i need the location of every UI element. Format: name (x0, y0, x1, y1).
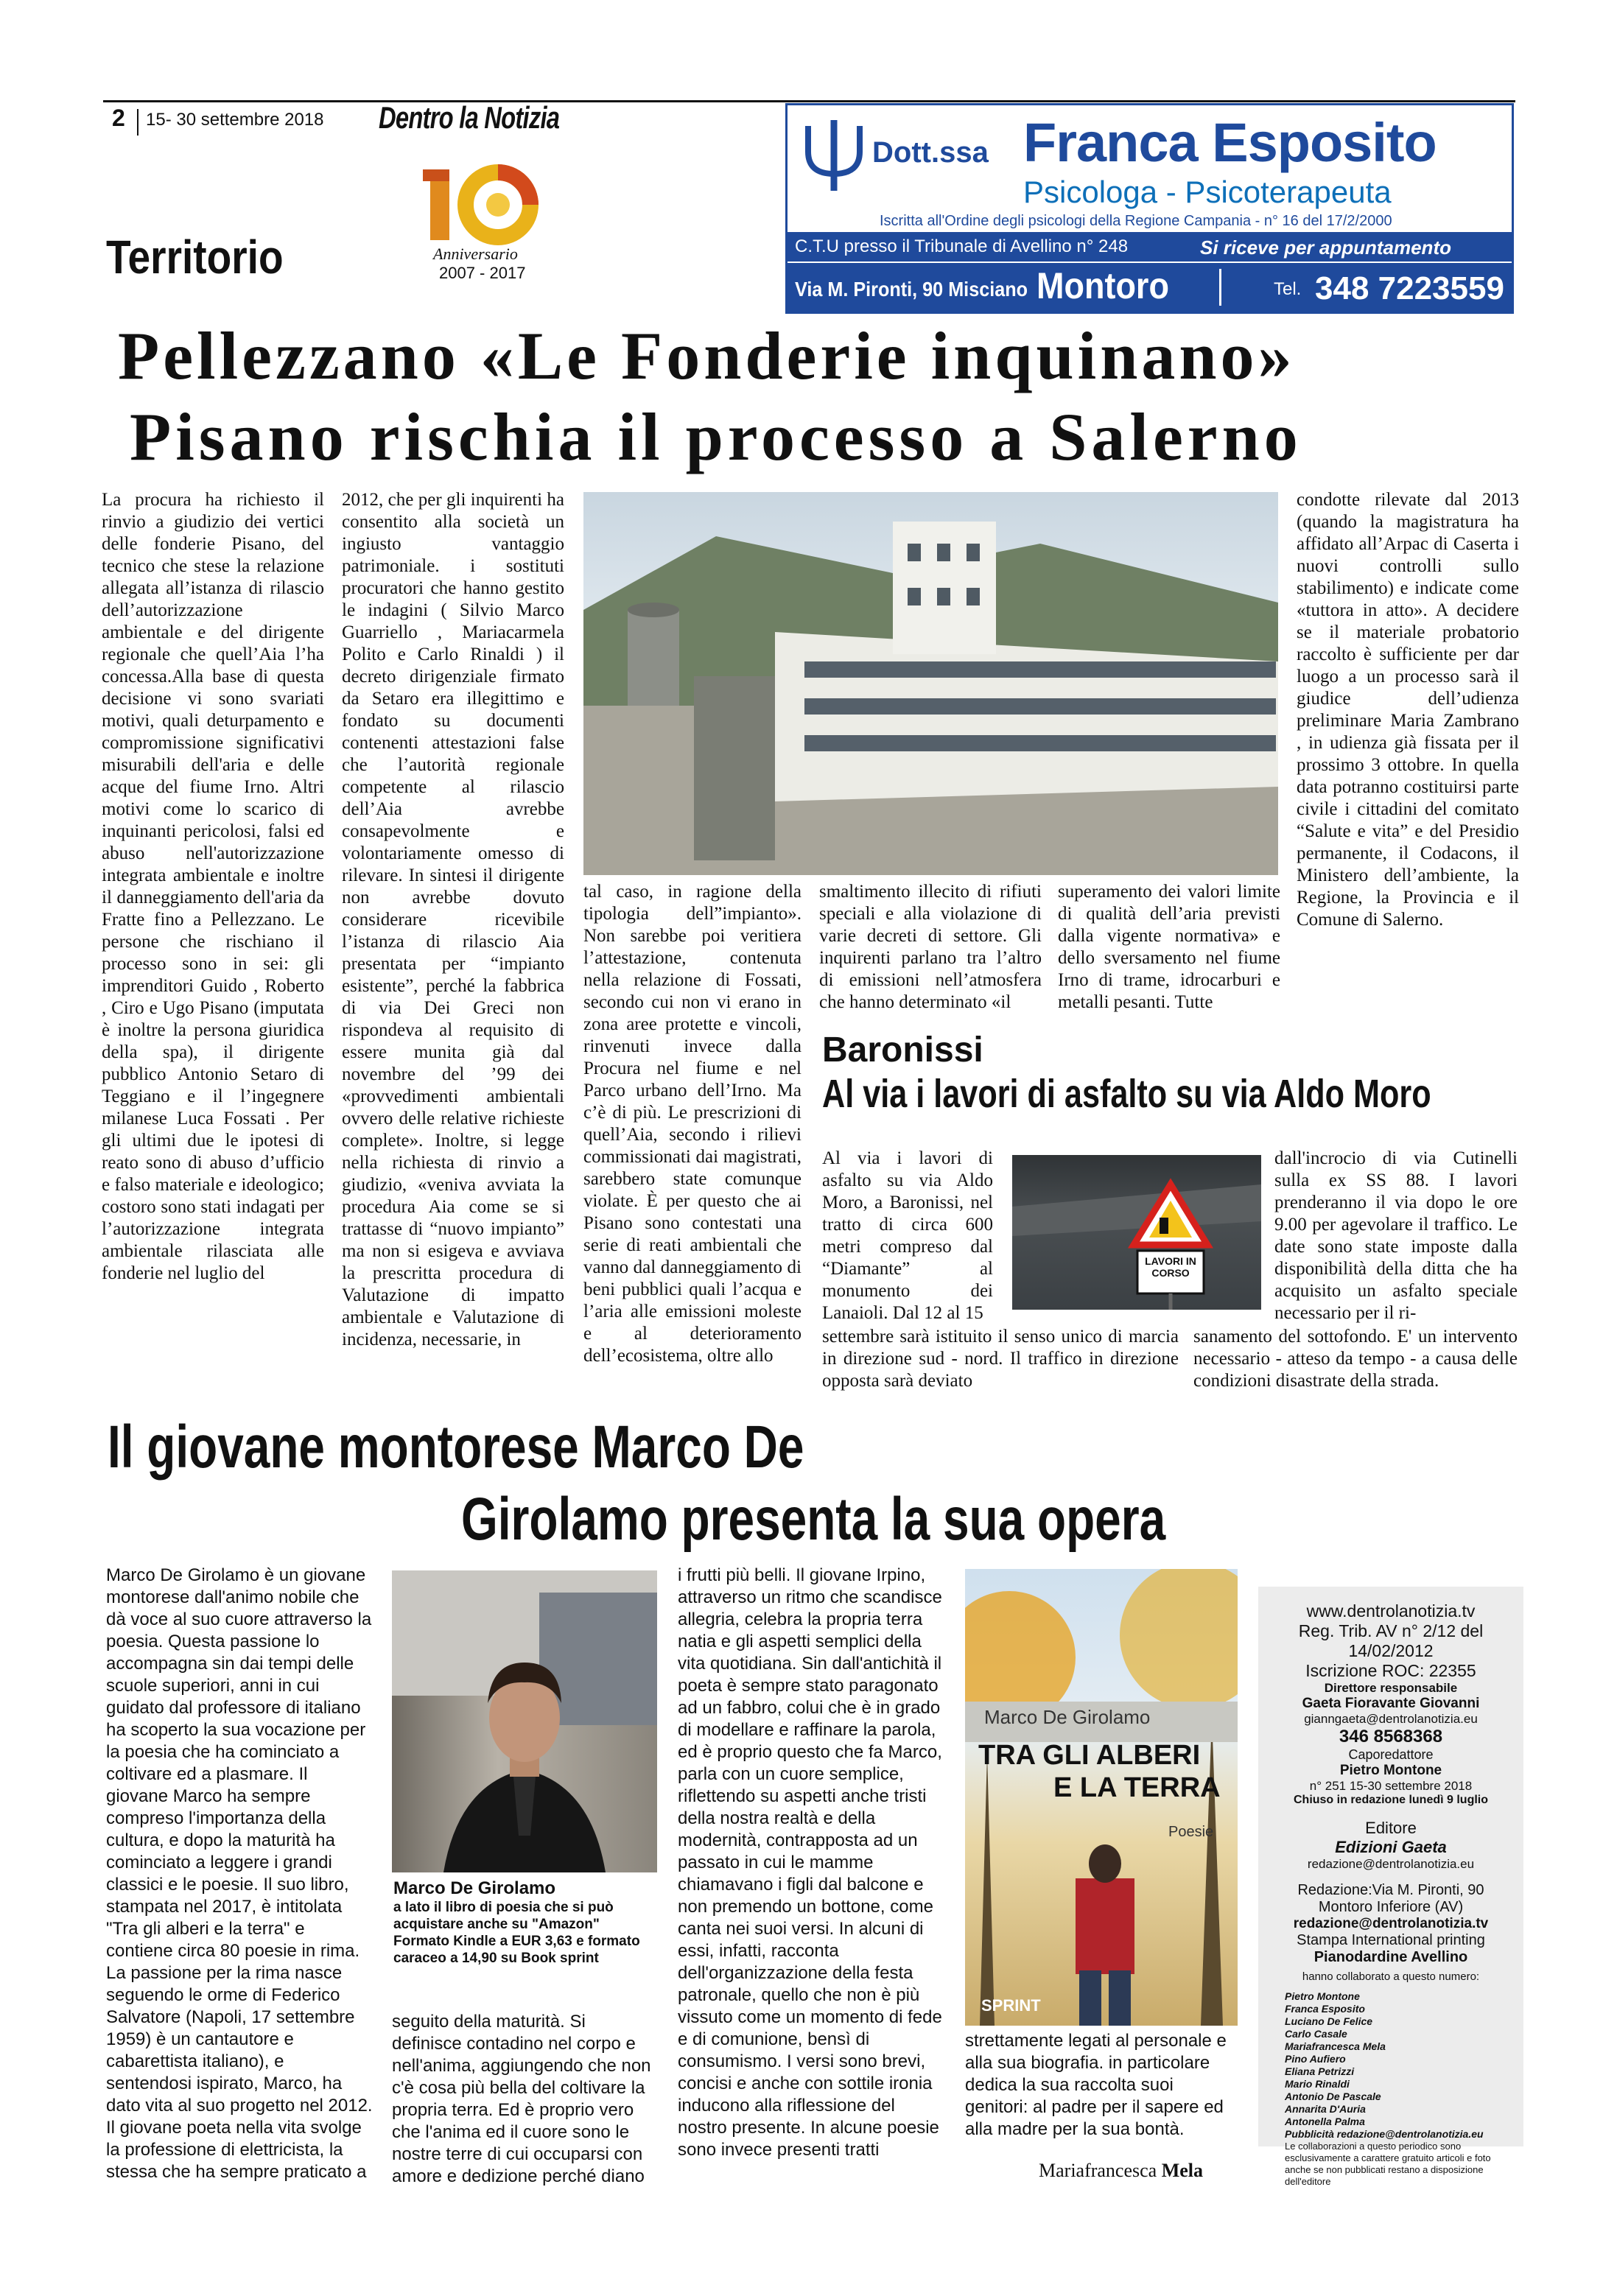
ad-profession: Psicologa - Psicoterapeuta (1023, 175, 1392, 209)
ad-blue-band (788, 232, 1512, 312)
road-sign-text: LAVORI IN CORSO (1145, 1255, 1196, 1279)
collaborator-item: Pino Aufiero (1285, 2053, 1346, 2065)
article1-col3: tal caso, in ragione della tipologia dell”impianto». Non sarebbe poi veritiera l’attestazione, contenuta nella relazione di Fossati, secondo cui non vi erano in zona aree protette e vincoli, rinvenuti invece dalla Procura nel fiume e nel Parco urbano dell’Irno. Ma c’è di più. Le prescrizioni di quell’Aia, secondo i rilievi commissionati dai magistrati, sarebbero state comunque violate. È per questo che ai Pisano sono contestati una serie di reati ambientali che vanno dal danneggiamento di beni pubblici quali l’acqua e l’aria alle emissioni moleste e al deterioramento dell’ecosistema, oltre allo (583, 882, 802, 1366)
colophon-note: Le collaborazioni a questo periodico sono esclusivamente a carattere gratuito articoli e foto anche se non pubblicati restano a disposizione dell'editore (1285, 2141, 1491, 2187)
anniversary-word: Anniversario (433, 245, 518, 263)
ad-tel: 348 7223559 (1315, 270, 1504, 306)
article2-title: Al via i lavori di asfalto su via Aldo Moro (822, 1072, 1431, 1116)
article3-col3: i frutti più belli. Il giovane Irpino, attraverso un ritmo che scandisce allegria, celebra la propria terra natia e gli aspetti semplici della vita quotidiana. Sin dall'antichità il poeta è sempre stato paragonato ad un fabbro, colui che è in grado di modellare e raffinare la parola, ed è proprio questo che fa Marco, parla con un cuore semplice, riflettendo su aspetti anche tristi della nostra realtà e della modernità, contrapposta ad un passato in cui le mamme chiamavano i figli dal balcone e non premendo un bottone, come canta nei suoi versi. In alcuni di essi, infatti, racconta dell'organizzazione della festa patronale, quello che non è più vissuto come un momento di fede e di comunione, bensì di consumismo. I versi sono brevi, concisi e anche con sottile ironia inducono alla riflessione del nostro presente. In alcune poesie sono invece presenti tratti (678, 1565, 942, 2160)
colophon-closing: Chiuso in redazione lunedì 9 luglio (1293, 1794, 1488, 1806)
byline-last: Mela (1161, 2160, 1204, 2181)
article3-col1: Marco De Girolamo è un giovane montorese dall'animo nobile che dà voce al suo cuore attraverso la poesia. Questa passione lo accompagna sin dai tempi delle scuole superiori, anni in cui guidato dal professore di italiano ha scoperto la sua vocazione per la poesia che ha cominciato a coltivare ed a plasmare. Il giovane Marco ha sempre compreso l'importanza della cultura, e dopo la maturità ha cominciato a leggere i grandi classici e le poesie. Il suo libro, stampata nel 2017, è intitolata "Tra gli alberi e la terra" e contiene circa 80 poesie in rima. La passione per la rima nasce seguendo le orme di Federico Salvatore (Napoli, 17 settembre 1959) è un cantautore e cabarettista italiano), e sentendosi ispirato, Marco, ha dato vita al suo progetto nel 2012. Il giovane poeta nella vita svolge la professione di elettricista, la stessa che ha sempre praticato a (106, 1565, 373, 2182)
book-genre: Poesie (1168, 1824, 1214, 1840)
colophon-dir-label: Direttore responsabile (1324, 1681, 1458, 1695)
anniversary-ten-icon (420, 162, 545, 250)
colophon-capo-label: Caporedattore (1348, 1747, 1434, 1762)
collaborators-list (1258, 1990, 1523, 2141)
collaborator-item: Carlo Casale (1285, 2028, 1347, 2040)
colophon-issue: n° 251 15-30 settembre 2018 (1309, 1779, 1473, 1793)
ad-registration: Iscritta all'Ordine degli psicologi della Regione Campania - n° 16 del 17/2/2000 (880, 213, 1392, 229)
psi-logo-icon (801, 119, 867, 192)
author-portrait-photo (392, 1570, 657, 1872)
article3-col2: seguito della maturità. Si definisce contadino nel corpo e nell'anima, aggiungendo che non c'è cosa più bella del coltivare la propria terra. Ed è proprio vero che l'anima ed il cuore sono le nostre terre di cui occuparsi con amore e dedizione perché diano (392, 2012, 651, 2186)
foundry-photo (583, 492, 1278, 875)
caption-name: Marco De Girolamo (393, 1878, 556, 1898)
collaborator-item: Pietro Montone (1285, 1990, 1360, 2002)
colophon-capo-name: Pietro Montone (1339, 1763, 1442, 1778)
colophon-redazione: Redazione:Via M. Pironti, 90 Montoro Inferiore (AV) (1297, 1882, 1484, 1915)
anniversary-logo (420, 162, 545, 287)
ad-city-divider (1219, 269, 1221, 306)
colophon-editor-name: Edizioni Gaeta (1335, 1838, 1447, 1856)
roadwork-photo (1012, 1155, 1261, 1310)
colophon-editor-label: Editore (1365, 1819, 1417, 1837)
book-author: Marco De Girolamo (984, 1706, 1151, 1728)
ad-name: Franca Esposito (1023, 112, 1437, 173)
collaborator-item: Antonio De Pascale (1285, 2090, 1381, 2102)
article3-byline (1039, 2160, 1203, 2182)
colophon-collab-label: hanno collaborato a questo numero: (1302, 1970, 1480, 1983)
article1-col4: smaltimento illecito di rifiuti speciali e alla violazione di varie decreti di settore. Gli inquirenti parlano tra l’altro di emissioni nell’atmosfera che hanno determinato «il (819, 882, 1042, 1012)
psychologist-ad[interactable] (785, 103, 1514, 314)
ad-city: Montoro (1037, 265, 1169, 306)
article3-col4: strettamente legati al personale e alla sua biografia. in particolare dedica la sua raccolta suoi genitori: al padre per il sapere ed alla madre per la sua bontà. (965, 2031, 1227, 2139)
article3-title-line1: Il giovane montorese Marco De (108, 1414, 804, 1481)
collaborator-item: Antonella Palma (1285, 2116, 1365, 2127)
ad-appointment: Si riceve per appuntamento (1200, 236, 1451, 259)
colophon-stampa-place: Pianodardine Avellino (1313, 1949, 1468, 1965)
book-title-line1: TRA GLI ALBERI (978, 1740, 1201, 1771)
ad-ctu: C.T.U presso il Tribunale di Avellino n° 248 (795, 236, 1129, 256)
colophon-roc: Iscrizione ROC: 22355 (1305, 1661, 1476, 1680)
ad-tel-label: Tel. (1274, 279, 1302, 299)
article2-col2-cont: sanamento del sottofondo. E' un intervento necessario - atteso da tempo - a causa delle condizioni disastrate della strada. (1193, 1327, 1518, 1391)
book-publisher: SPRINT (981, 1996, 1041, 2015)
colophon-dir-name: Gaeta Fioravante Giovanni (1302, 1696, 1480, 1711)
article1-col2: 2012, che per gli inquirenti ha consentito alla società un ingiusto vantaggio patrimoniale. i sostituti procuratori che hanno gestito le indagini ( Silvio Marco Guarriello , Mariacarmela Polito e Carlo Rinaldi ) il decreto dirigenziale firmato da Setaro era illegittimo e fondato su documenti contenenti attestazioni false che l’autorità regionale competente al rilascio dell’Aia avrebbe consapevolmente e volontariamente omesso di rilevare. In sintesi il dirigente non avrebbe dovuto considerare ricevibile l’istanza di rilascio Aia presentata per “impianto esistente”, perché la fabbrica di via Dei Greci non rispondeva al requisito di essere munita già dal novembre del ’99 dei «provvedimenti ambientali ovvero delle relative richieste complete». Inoltre, si legge nella richiesta di rinvio a giudizio, «veniva avviata la procedura Aia come se si trattasse di “nuovo impianto” ma non si esigeva e avviava la prescritta procedura di Valutazione di impatto ambientale e Valutazione di incidenza, necessarie, in (342, 490, 564, 1349)
anniversary-years: 2007 - 2017 (439, 264, 526, 282)
article2-kicker: Baronissi (822, 1031, 983, 1070)
colophon-website[interactable]: www.dentrolanotizia.tv (1306, 1601, 1476, 1621)
colophon-phone: 346 8568368 (1339, 1727, 1443, 1746)
article1-col1: La procura ha richiesto il rinvio a giudizio dei vertici delle fonderie Pisano, del tecnico che stese la relazione allegata all’istanza di rilascio dell’autorizzazione ambientale e del dirigente regionale che quell’Aia l’ha concessa.Alla base di questa decisione vi sono svariati motivi, quali deturpamento e compromissione significativi misurabili dell'aria e delle acque del fiume Irno. Altri motivi come lo scarico di inquinanti pericolosi, falsi ed abuso nell'autorizzazione integrata ambientale e inoltre il danneggiamento dell'aria da Fratte fino a Pellezzano. Le persone che rischiano il processo sono in sei: gli imprenditori Guido , Roberto , Ciro e Ugo Pisano (imputata è inoltre la persona giuridica della spa), il dirigente pubblico Antonio Setaro di Teggiano e il l’ingegnere milanese Luca Fossati . Per gli ultimi due le ipotesi di reato sono di abuso d’ufficio e falso materiale e ideologico; costoro sono stati indagati per l’autorizzazione integrata ambientale rilasciata alle fonderie nel luglio del (102, 490, 324, 1283)
colophon-editor-email[interactable]: redazione@dentrolanotizia.eu (1307, 1857, 1475, 1871)
collaborator-item: Franca Esposito (1285, 2003, 1365, 2015)
colophon-reg: Reg. Trib. AV n° 2/12 del 14/02/2012 (1298, 1621, 1484, 1660)
article3-title-line2: Girolamo presenta la sua opera (461, 1486, 1166, 1553)
article2-col1: Al via i lavori di asfalto su via Aldo Moro, a Baronissi, nel tratto di circa 600 metri compreso dal “Diamante” al monumento dei Lanaioli. Dal 12 al 15 (822, 1148, 993, 1323)
colophon-redazione-email[interactable]: redazione@dentrolanotizia.tv (1293, 1916, 1489, 1931)
article1-col5: superamento dei valori limite di qualità dell’aria previsti dalla vigente normativa» e dello sversamento nel fiume Irno di trame, idrocarburi e metalli pesanti. Tutte (1058, 882, 1280, 1012)
collaborator-item: Eliana Petrizzi (1285, 2065, 1355, 2077)
page-number-divider (137, 109, 138, 136)
ad-band-rule (788, 261, 1512, 263)
main-headline-line2: Pisano rischia il processo a Salerno (130, 399, 1302, 474)
collaborator-item: Mariafrancesca Mela (1285, 2040, 1386, 2052)
collaborator-item: Mario Rinaldi (1285, 2078, 1350, 2090)
top-rule (103, 100, 1515, 102)
main-headline-line1: Pellezzano «Le Fonderie inquinano» (118, 318, 1296, 393)
page-number: 2 (112, 105, 125, 131)
ad-address: Via M. Pironti, 90 Misciano (795, 278, 1028, 301)
collaborator-item: Annarita D'Auria (1285, 2103, 1366, 2115)
collaborator-item: Luciano De Felice (1285, 2015, 1373, 2027)
article1-col6: condotte rilevate dal 2013 (quando la magistratura ha affidato all’Arpac di Caserta i nuovi controlli sullo stabilimento) e indicate come «tuttora in atto». A decidere se il materiale probatorio raccolto è sufficiente per dar luogo a un processo sarà il giudice dell’udienza preliminare Maria Zambrano , in udienza già fissata per il prossimo 3 ottobre. In quella data potranno costituirsi parte civile i cittadini del comitato “Salute e vita” e del Presidio permanente, il Codacons, il Ministero dell’ambiente, la Regione, la Provincia e il Comune di Salerno. (1297, 490, 1519, 930)
section-title: Territorio (106, 231, 284, 284)
ad-title-prefix: Dott.ssa (872, 136, 989, 169)
book-title-line2: E LA TERRA (1053, 1772, 1221, 1803)
colophon-ads: Pubblicità redazione@dentrolanotizia.eu (1285, 2128, 1484, 2140)
byline-first: Mariafrancesca (1039, 2160, 1157, 2181)
book-cover-photo (965, 1569, 1238, 2026)
article2-col2: dall'incrocio di via Cutinelli sulla ex SS 88. I lavori prenderanno il via dopo le ore 9.00 per agevolare il traffico. Le date sono state imposte dalla disponibilità della ditta che ha acquisito un asfalto speciale necessario per il ri- (1274, 1148, 1518, 1323)
masthead: Dentro la Notizia (379, 100, 560, 135)
colophon-box (1258, 1587, 1523, 2187)
caption-text: a lato il libro di poesia che si può acquistare anche su "Amazon" Formato Kindle a EUR 3,63 e formato caraceo a 14,90 su Book sprint (393, 1900, 640, 1966)
article2-col1-cont: settembre sarà istituito il senso unico di marcia in direzione sud - nord. Il traffico in direzione opposta sarà deviato (822, 1327, 1179, 1391)
colophon-dir-email[interactable]: gianngaeta@dentrolanotizia.eu (1304, 1712, 1478, 1726)
issue-date: 15- 30 settembre 2018 (146, 110, 324, 130)
colophon-stampa: Stampa International printing (1297, 1932, 1485, 1948)
